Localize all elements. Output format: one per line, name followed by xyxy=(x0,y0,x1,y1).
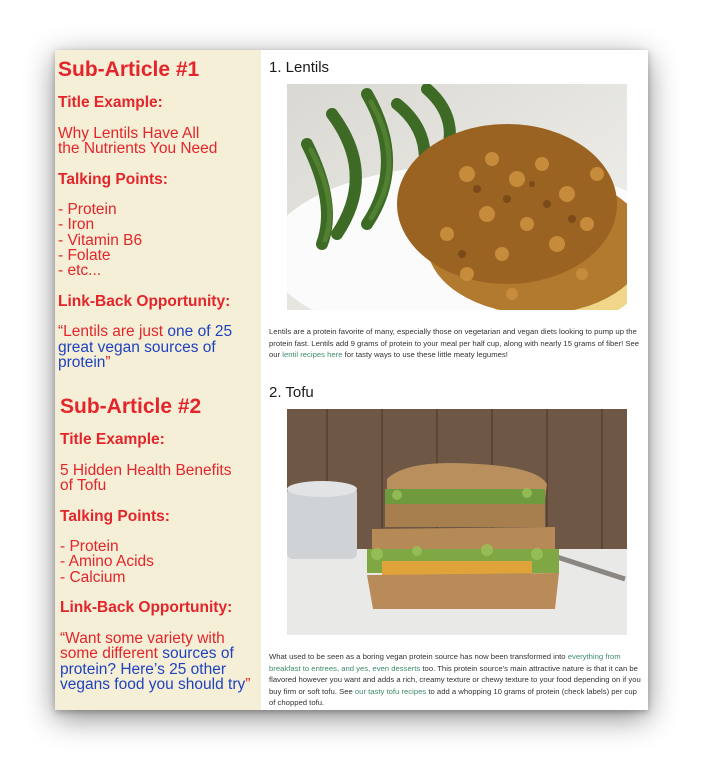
sub-article-1-quote-line-1 xyxy=(58,324,232,340)
tofu-variety-link[interactable]: everything from breakfast to entrees, and yes, even desserts xyxy=(269,652,621,673)
sub-article-1-quote-line-2: great vegan sources of xyxy=(58,339,216,356)
sub-article-1-point: - etc... xyxy=(58,262,102,279)
infographic-card xyxy=(55,50,648,710)
sub-article-2-quote-line-4 xyxy=(60,677,250,693)
tofu-paragraph xyxy=(269,651,644,709)
paragraph-text: for tasty ways to use these little meaty legumes! xyxy=(342,350,508,359)
sub-article-1-talking-label: Talking Points: xyxy=(58,171,168,188)
quote-link-text: protein xyxy=(58,354,106,371)
quote-link-text: vegans food you should try xyxy=(60,676,246,693)
sub-article-2-quote-line-3: protein? Here’s 25 other xyxy=(60,661,227,678)
annotation-panel xyxy=(55,50,261,710)
sub-article-2-point: - Protein xyxy=(60,538,119,555)
sub-article-2-title-line-1: 5 Hidden Health Benefits xyxy=(60,462,232,479)
quote-text: some different xyxy=(60,645,163,662)
paragraph-text: too. This protein source’s main attractive nature is that it can be flavored however you want and adds a rich, creamy texture or chewy texture to your food depending on if you buy firm or soft tofu. See xyxy=(269,663,641,696)
sub-article-1-title-label: Title Example: xyxy=(58,94,163,111)
sub-article-1-point: - Folate xyxy=(58,247,111,264)
tofu-recipes-link[interactable]: our tasty tofu recipes xyxy=(354,686,427,696)
lentils-heading: 1. Lentils xyxy=(269,59,330,76)
tofu-heading: 2. Tofu xyxy=(269,384,314,401)
lentils-photo xyxy=(287,84,627,310)
sub-article-2-talking-label: Talking Points: xyxy=(60,508,170,525)
tofu-photo-illustration xyxy=(287,409,627,635)
sub-article-1-heading: Sub-Article #1 xyxy=(58,58,200,81)
sub-article-1-point: - Protein xyxy=(58,201,117,218)
quote-text: “Lentils are just xyxy=(58,323,168,340)
sub-article-1-point: - Iron xyxy=(58,216,95,233)
quote-close: ” xyxy=(245,676,251,693)
sub-article-2-title-line-2: of Tofu xyxy=(60,477,107,494)
lentils-photo-illustration xyxy=(287,84,627,310)
paragraph-text: Lentils are a protein favorite of many, especially those on vegetarian and vegan diets looking to pump up the protein fast. Lentils add 9 grams of protein to your meal per half cup, along with nearly 15 grams of fiber! See our xyxy=(269,327,640,359)
lentils-paragraph xyxy=(269,326,644,361)
sub-article-2-heading: Sub-Article #2 xyxy=(60,395,202,418)
sub-article-2-point: - Amino Acids xyxy=(60,553,154,570)
lentil-recipes-link[interactable]: lentil recipes here xyxy=(282,350,343,359)
quote-link-text: sources of xyxy=(162,645,234,662)
paragraph-text: What used to be seen as a boring vegan protein source has now been transformed into xyxy=(269,652,568,661)
sub-article-1-linkback-label: Link-Back Opportunity: xyxy=(58,293,231,310)
sub-article-2-title-label: Title Example: xyxy=(60,431,165,448)
article-panel xyxy=(261,50,648,710)
sub-article-2-linkback-label: Link-Back Opportunity: xyxy=(60,599,233,616)
sub-article-2-quote-line-1: “Want some variety with xyxy=(60,630,225,647)
sub-article-1-title-line-1: Why Lentils Have All xyxy=(58,125,200,142)
sub-article-2-quote-line-2 xyxy=(60,646,234,662)
sub-article-1-point: - Vitamin B6 xyxy=(58,232,143,249)
sub-article-1-title-line-2: the Nutrients You Need xyxy=(58,140,218,157)
sub-article-1-quote-line-3 xyxy=(58,355,111,371)
sub-article-2-point: - Calcium xyxy=(60,569,126,586)
quote-link-text: one of 25 xyxy=(167,323,233,340)
paragraph-text: to add a whopping 10 grams of protein (check labels) per cup of chopped tofu. xyxy=(269,686,637,707)
quote-close: ” xyxy=(105,354,111,371)
tofu-photo xyxy=(287,409,627,635)
